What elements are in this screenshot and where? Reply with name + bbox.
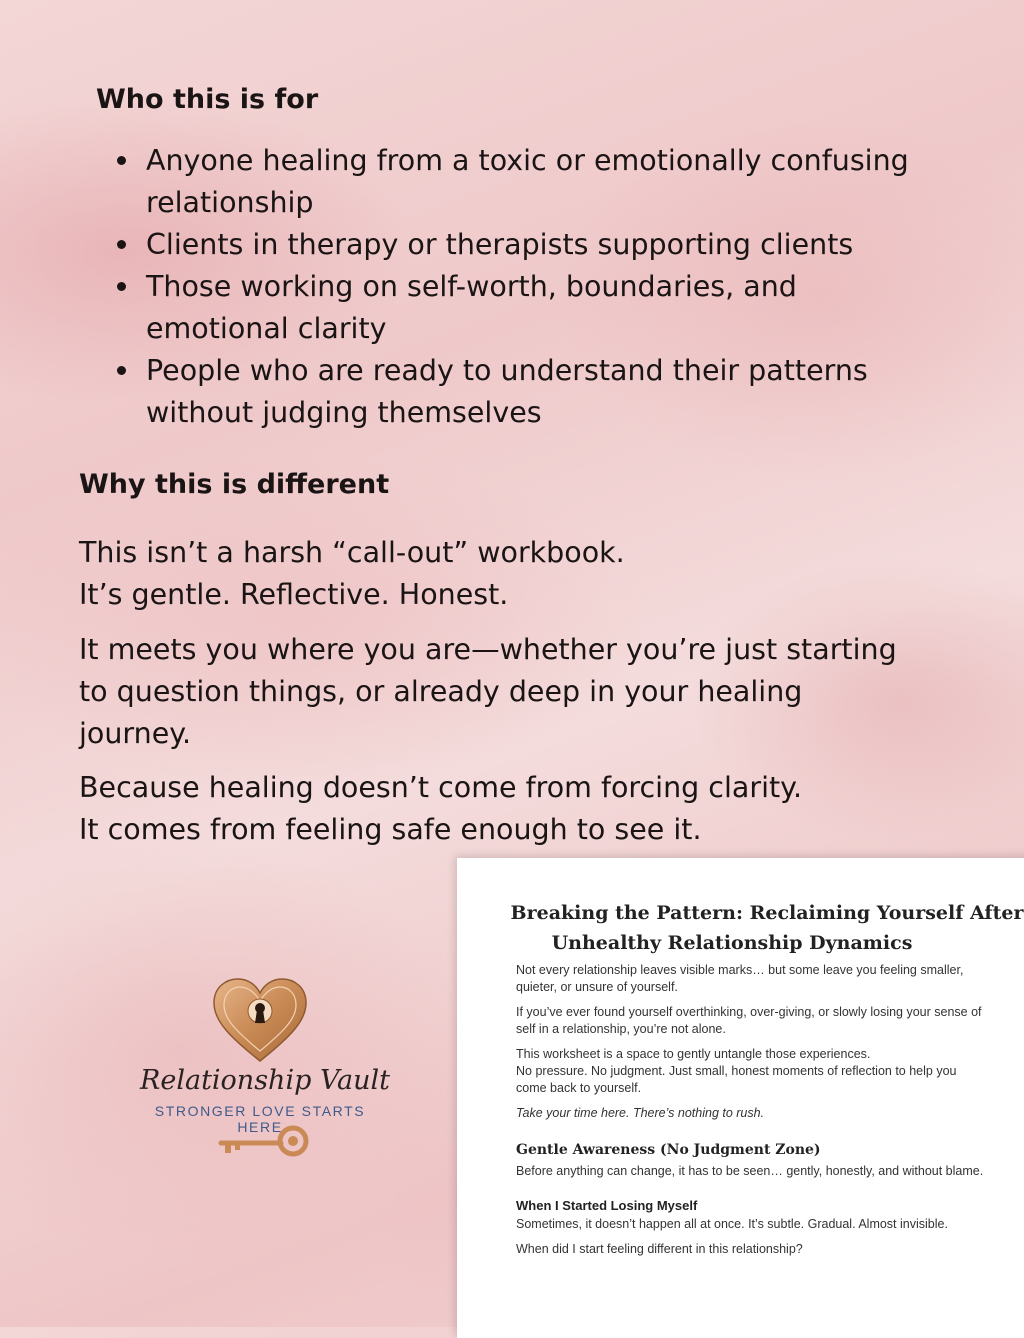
- list-item-line: People who are ready to understand their patterns: [146, 354, 868, 387]
- list-item: [146, 266, 1024, 350]
- worksheet-text: No pressure. No judgment. Just small, honest moments of reflection to help you: [516, 1064, 957, 1078]
- worksheet-text: Before anything can change, it has to be seen… gently, honestly, and without blame.: [516, 1164, 984, 1178]
- list-item-line: without judging themselves: [146, 396, 542, 429]
- key-icon: [215, 1121, 315, 1161]
- logo-name: Relationship Vault: [140, 1065, 390, 1096]
- paragraph-line: It comes from feeling safe enough to see it.: [79, 813, 702, 846]
- worksheet-text: This worksheet is a space to gently untangle those experiences.: [516, 1047, 871, 1061]
- list-item: [146, 140, 1024, 224]
- list-item: [146, 224, 1024, 266]
- worksheet-text: come back to yourself.: [516, 1081, 642, 1095]
- worksheet-sub-heading: When I Started Losing Myself: [516, 1198, 698, 1213]
- paragraph-line: journey.: [79, 717, 192, 750]
- list-item-line: emotional clarity: [146, 312, 387, 345]
- worksheet-text: quieter, or unsure of yourself.: [516, 980, 678, 994]
- worksheet-text: Not every relationship leaves visible marks… but some leave you feeling smaller,: [516, 963, 964, 977]
- why-different-heading: Why this is different: [79, 469, 390, 500]
- list-item: [146, 350, 1024, 434]
- worksheet-title-line: Unhealthy Relationship Dynamics: [551, 932, 913, 954]
- worksheet-title-line: Breaking the Pattern: Reclaiming Yourself After: [510, 902, 1024, 924]
- worksheet-text: Sometimes, it doesn’t happen all at once. It’s subtle. Gradual. Almost invisible.: [516, 1217, 948, 1231]
- list-item-line: Clients in therapy or therapists supporting clients: [146, 228, 854, 261]
- paragraph-meets-you: [79, 629, 979, 755]
- paragraph-line: It’s gentle. Reflective. Honest.: [79, 578, 509, 611]
- list-item-line: Those working on self-worth, boundaries, and: [146, 270, 797, 303]
- logo-tagline: STRONGER LOVE STARTS HERE: [154, 1103, 366, 1135]
- worksheet-section-heading: Gentle Awareness (No Judgment Zone): [516, 1142, 821, 1158]
- worksheet-text: If you’ve ever found yourself overthinking, over-giving, or slowly losing your sense of: [516, 1005, 982, 1019]
- worksheet-note: Take your time here. There’s nothing to rush.: [516, 1106, 765, 1120]
- paragraph-gentle: [79, 532, 979, 616]
- list-item-line: Anyone healing from a toxic or emotionally confusing: [146, 144, 909, 177]
- worksheet-question: When did I start feeling different in this relationship?: [516, 1242, 803, 1256]
- paragraph-line: This isn’t a harsh “call-out” workbook.: [79, 536, 625, 569]
- who-list: [108, 140, 1024, 434]
- paragraph-line: Because healing doesn’t come from forcing clarity.: [79, 771, 803, 804]
- paragraph-healing: [79, 767, 979, 851]
- paragraph-line: to question things, or already deep in your healing: [79, 675, 803, 708]
- paragraph-line: It meets you where you are—whether you’re just starting: [79, 633, 897, 666]
- who-this-is-for-heading: Who this is for: [96, 84, 319, 115]
- heart-lock-icon: [210, 975, 310, 1065]
- worksheet-title: [457, 898, 1024, 958]
- worksheet-text: self in a relationship, you’re not alone.: [516, 1022, 726, 1036]
- list-item-line: relationship: [146, 186, 314, 219]
- worksheet-preview: [457, 858, 1024, 1338]
- relationship-vault-logo: [130, 975, 400, 1165]
